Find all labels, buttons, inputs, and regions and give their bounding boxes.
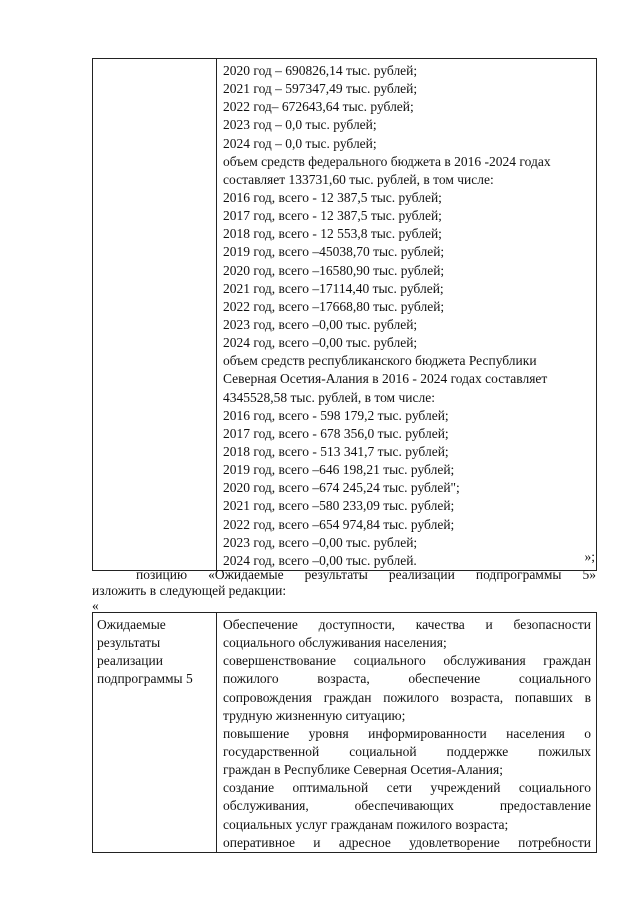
funding-lines xyxy=(217,59,596,570)
opening-quote: « xyxy=(92,598,99,613)
text-line: граждан в Республике Северная Осетия-Алания; xyxy=(223,762,503,778)
text-line: пожилого возраста, обеспечение социального xyxy=(223,671,591,687)
text-line: трудную жизненную ситуацию; xyxy=(223,707,406,723)
table-row xyxy=(93,613,597,853)
text-line: Обеспечение доступности, качества и безопасности xyxy=(223,617,591,632)
text-line: 2016 год, всего - 12 387,5 тыс. рублей; xyxy=(223,189,442,205)
text-line: 2021 год, всего –580 233,09 тыс. рублей; xyxy=(223,498,455,514)
text-line: 2016 год, всего - 598 179,2 тыс. рублей; xyxy=(223,407,449,423)
text-line: 2020 год – 690826,14 тыс. рублей; xyxy=(223,63,418,78)
text-line: сопровождения граждан пожилого возраста, попавших в xyxy=(223,689,591,705)
results-label-cell xyxy=(93,613,217,853)
text-line: создание оптимальной сети учреждений социального xyxy=(223,780,591,796)
text-line: 2024 год, всего –0,00 тыс. рублей. xyxy=(223,552,417,568)
funding-left-cell xyxy=(93,59,217,571)
results-table xyxy=(92,612,597,853)
closing-quote: »; xyxy=(584,549,595,564)
text-line: Северная Осетия-Алания в 2016 - 2024 годах составляет xyxy=(223,371,548,387)
instruction-line-2: изложить в следующей редакции: xyxy=(92,583,287,598)
results-text xyxy=(217,613,596,852)
table-row xyxy=(93,59,597,571)
text-line: результаты xyxy=(97,635,161,651)
text-line: 2018 год, всего - 12 553,8 тыс. рублей; xyxy=(223,226,442,242)
text-line: совершенствование социального обслуживания граждан xyxy=(223,653,591,669)
text-line: 2024 год, всего –0,00 тыс. рублей; xyxy=(223,335,418,351)
text-line: Ожидаемые xyxy=(97,617,166,632)
text-line: 2019 год, всего –646 198,21 тыс. рублей; xyxy=(223,462,455,478)
text-line: 2017 год, всего - 12 387,5 тыс. рублей; xyxy=(223,208,442,224)
text-line: 2023 год, всего –0,00 тыс. рублей; xyxy=(223,316,418,332)
funding-right-cell xyxy=(217,59,597,571)
text-line: 2018 год, всего - 513 341,7 тыс. рублей; xyxy=(223,443,449,459)
text-line: 2024 год – 0,0 тыс. рублей; xyxy=(223,135,377,151)
text-line: 2023 год – 0,0 тыс. рублей; xyxy=(223,117,377,133)
text-line: реализации xyxy=(97,653,163,669)
text-line: обслуживания, обеспечивающих предоставление xyxy=(223,798,591,814)
text-line: 2022 год– 672643,64 тыс. рублей; xyxy=(223,99,414,115)
text-line: 2020 год, всего –674 245,24 тыс. рублей"; xyxy=(223,480,460,496)
text-line: 2020 год, всего –16580,90 тыс. рублей; xyxy=(223,262,445,278)
text-line: 2019 год, всего –45038,70 тыс. рублей; xyxy=(223,244,445,260)
text-line: 2022 год, всего –17668,80 тыс. рублей; xyxy=(223,298,445,314)
text-line: повышение уровня информированности населения о xyxy=(223,725,591,741)
funding-table xyxy=(92,58,597,571)
text-line: государственной социальной поддержке пожилых xyxy=(223,743,591,759)
text-line: социальных услуг гражданам пожилого возраста; xyxy=(223,816,509,832)
text-line: оперативное и адресное удовлетворение потребности xyxy=(223,834,591,850)
results-text-cell xyxy=(217,613,597,853)
text-line: 2017 год, всего - 678 356,0 тыс. рублей; xyxy=(223,425,449,441)
results-label xyxy=(93,613,216,689)
text-line: 4345528,58 тыс. рублей, в том числе: xyxy=(223,389,435,405)
text-line: объем средств республиканского бюджета Республики xyxy=(223,353,537,369)
text-line: подпрограммы 5 xyxy=(97,671,193,687)
text-line: составляет 133731,60 тыс. рублей, в том числе: xyxy=(223,171,494,187)
text-line: 2022 год, всего –654 974,84 тыс. рублей; xyxy=(223,516,455,532)
text-line: 2023 год, всего –0,00 тыс. рублей; xyxy=(223,534,418,550)
text-line: 2021 год – 597347,49 тыс. рублей; xyxy=(223,81,418,97)
text-line: 2021 год, всего –17114,40 тыс. рублей; xyxy=(223,280,444,296)
text-line: социального обслуживания населения; xyxy=(223,635,447,651)
instruction-line-1: позицию «Ожидаемые результаты реализации подпрограммы 5» xyxy=(136,567,596,582)
text-line: объем средств федерального бюджета в 2016 -2024 годах xyxy=(223,153,551,169)
